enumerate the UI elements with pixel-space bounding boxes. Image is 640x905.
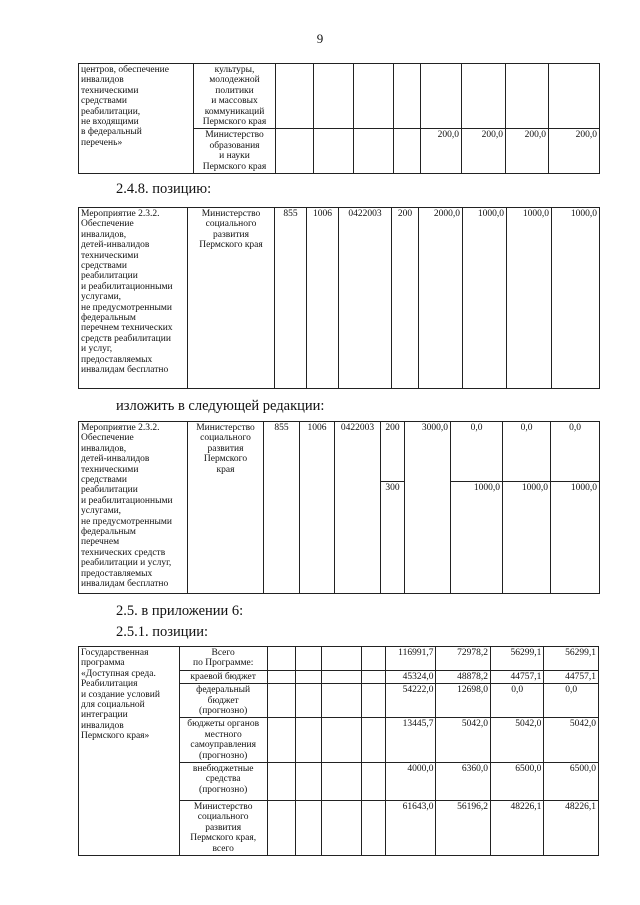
table-new-position (78, 421, 600, 594)
table1-val-0: 200,0 (421, 129, 462, 174)
table4-cell: 5042,0 (436, 718, 491, 763)
table3-code-2: 0422003 (335, 422, 381, 594)
table2-code-0: 855 (275, 208, 307, 389)
table4-cell: 61643,0 (386, 801, 436, 856)
table4-row-label: Всего по Программе: (179, 647, 267, 671)
table3-row1-val-1: 0,0 (503, 422, 551, 482)
table4-row-label: краевой бюджет (179, 670, 267, 683)
page-number: 9 (316, 31, 324, 46)
table1-row1-ministry: культуры, молодежной политики и массовых коммуникаций Пермского края (194, 64, 276, 129)
table1-val-1: 200,0 (462, 129, 506, 174)
table4-cell: 6500,0 (544, 763, 599, 801)
table3-row1-val-2: 0,0 (551, 422, 600, 482)
table4-cell: 56299,1 (490, 647, 543, 671)
heading-redaction: изложить в следующей редакции: (116, 398, 325, 414)
table4-cell: 4000,0 (386, 763, 436, 801)
table2-code-3: 200 (392, 208, 419, 389)
table4-cell: 45324,0 (386, 670, 436, 683)
table3-col1: Мероприятие 2.3.2. Обеспечение инвалидов, детей-инвалидов техническими средствами реабилитации и реабилитационными услугами, не предусмотренными федеральным перечнем технических средств реабилитации и услуг, предоставляемых инвалидам бесплатно (79, 422, 188, 594)
table4-row-label: Министерство социального развития Пермского края, всего (179, 801, 267, 856)
table-continuation (78, 63, 600, 174)
table2-code-2: 0422003 (339, 208, 392, 389)
table3-vr-200: 200 (381, 422, 405, 482)
table4-cell: 12698,0 (436, 684, 491, 718)
table2-col1: Мероприятие 2.3.2. Обеспечение инвалидов, детей-инвалидов техническими средствами реабилитации и реабилитационными услугами, не предусмотренными федеральным перечнем технических средств реабилитации и услуг, предоставляемых инвалидам бесплатно (79, 208, 188, 389)
table2-val-0: 2000,0 (419, 208, 463, 389)
table4-cell: 48226,1 (544, 801, 599, 856)
table2-val-1: 1000,0 (463, 208, 507, 389)
table4-cell: 6500,0 (490, 763, 543, 801)
table4-cell: 0,0 (490, 684, 543, 718)
table3-code-1: 1006 (300, 422, 335, 594)
heading-2-4-8: 2.4.8. позицию: (116, 181, 212, 197)
table4-cell: 44757,1 (544, 670, 599, 683)
table2-val-2: 1000,0 (507, 208, 552, 389)
table3-row2-val-1: 1000,0 (503, 482, 551, 594)
table4-cell: 6360,0 (436, 763, 491, 801)
table-old-position (78, 207, 600, 389)
table2-val-3: 1000,0 (552, 208, 600, 389)
table4-row-label: внебюджетные средства (прогнозно) (179, 763, 267, 801)
table3-vr-300: 300 (381, 482, 405, 594)
table-program (78, 646, 599, 856)
table1-row2-ministry: Министерство образования и науки Пермского края (194, 129, 276, 174)
table4-cell: 5042,0 (544, 718, 599, 763)
table3-row1-val-0: 0,0 (451, 422, 503, 482)
table4-cell: 116991,7 (386, 647, 436, 671)
table4-cell: 48226,1 (490, 801, 543, 856)
table4-row-label: федеральный бюджет (прогнозно) (179, 684, 267, 718)
table4-cell: 48878,2 (436, 670, 491, 683)
table4-cell: 56196,2 (436, 801, 491, 856)
table3-ministry: Министерство социального развития Пермского края (188, 422, 264, 594)
table2-code-1: 1006 (307, 208, 339, 389)
table3-row2-val-0: 1000,0 (451, 482, 503, 594)
table1-val-2: 200,0 (506, 129, 549, 174)
table4-cell: 13445,7 (386, 718, 436, 763)
table4-cell: 56299,1 (544, 647, 599, 671)
table3-code-0: 855 (264, 422, 300, 594)
table4-cell: 5042,0 (490, 718, 543, 763)
table4-col1: Государственная программа «Доступная среда. Реабилитация и создание условий для социальной интеграции инвалидов Пермского края» (79, 647, 180, 856)
table4-cell: 0,0 (544, 684, 599, 718)
heading-2-5-1: 2.5.1. позиции: (116, 624, 209, 640)
table3-total: 3000,0 (405, 422, 451, 594)
table3-row2-val-2: 1000,0 (551, 482, 600, 594)
table4-cell: 54222,0 (386, 684, 436, 718)
table4-cell: 44757,1 (490, 670, 543, 683)
table1-val-3: 200,0 (549, 129, 600, 174)
heading-2-5: 2.5. в приложении 6: (116, 603, 244, 619)
table4-cell: 72978,2 (436, 647, 491, 671)
table1-col1: центров, обеспечение инвалидов техническими средствами реабилитации, не входящими в федеральный перечень» (79, 64, 194, 174)
table4-row-label: бюджеты органов местного самоуправления (прогнозно) (179, 718, 267, 763)
table2-ministry: Министерство социального развития Пермского края (188, 208, 275, 389)
